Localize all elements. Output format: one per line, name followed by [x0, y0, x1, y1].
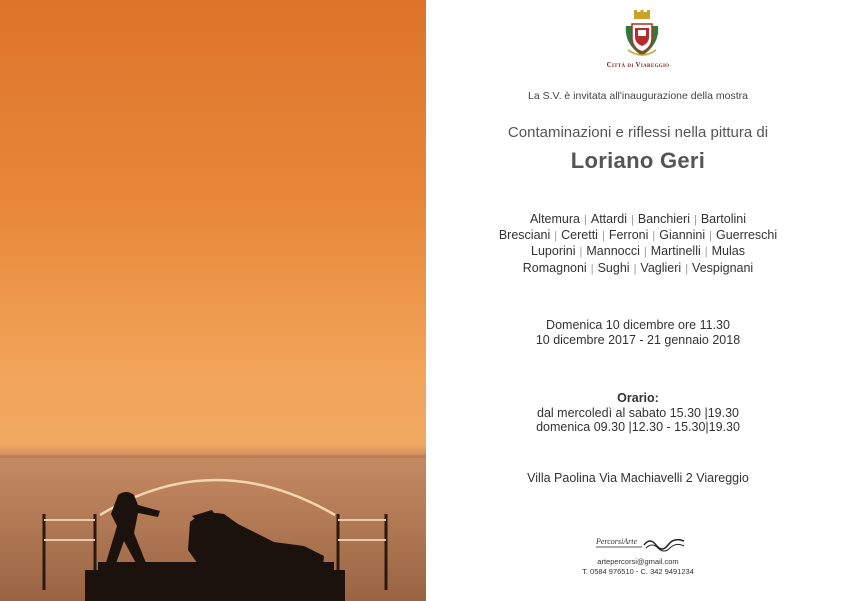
artists-row: [426, 261, 850, 277]
artist-separator: |: [579, 246, 583, 259]
artist-name: Vaglieri: [640, 260, 682, 275]
invitation-panel: [426, 0, 850, 601]
logo-text: PercorsiArte: [596, 537, 638, 546]
artists-row: [426, 244, 850, 260]
artist-name: Mulas: [711, 244, 745, 259]
artist-separator: |: [704, 246, 708, 259]
artist-separator: |: [693, 214, 697, 226]
artist-separator: |: [631, 214, 634, 226]
artist-separator: |: [584, 214, 587, 226]
featured-artist: Loriano Geri: [570, 148, 706, 173]
hours-sunday: domenica 09.30 |12.30 - 15.30|19.30: [536, 420, 740, 434]
contacts: [426, 557, 850, 577]
inauguration-date: Domenica 10 dicembre ore 11.30: [546, 318, 730, 332]
artist-separator: |: [590, 262, 594, 275]
artist-name: Vespignani: [692, 260, 754, 275]
artists-row: [426, 212, 850, 228]
artist-separator: |: [685, 262, 689, 275]
artist-name: Mannocci: [586, 244, 640, 259]
percorsiarte-logo-icon: [594, 533, 686, 553]
city-crest-icon: [622, 10, 662, 62]
artist-name: Martinelli: [650, 244, 701, 259]
contact-phones: T. 0584 976510 - C. 342 9491234: [582, 567, 694, 576]
artist-name: Ceretti: [561, 228, 598, 243]
artist-name: Sughi: [597, 260, 630, 275]
artist-name: Bartolini: [700, 212, 747, 226]
artist-separator: |: [709, 230, 712, 243]
invitation-text: La S.V. è invitata all'inaugurazione della mostra: [528, 90, 748, 102]
venue-address: Villa Paolina Via Machiavelli 2 Viareggio: [527, 471, 749, 485]
artist-name: Altemura: [529, 212, 580, 226]
artist-separator: |: [643, 246, 647, 259]
artist-separator: |: [652, 230, 656, 243]
hours-label: Orario:: [617, 391, 659, 405]
artist-name: Attardi: [590, 212, 627, 226]
city-name: Città di Viareggio: [606, 61, 670, 69]
artist-name: Romagnoni: [522, 260, 587, 275]
artist-name: Luporini: [531, 244, 576, 259]
artists-list: [426, 212, 850, 277]
artist-name: Ferroni: [608, 228, 649, 243]
artist-separator: |: [633, 262, 637, 275]
exhibition-subtitle: Contaminazioni e riflessi nella pittura di: [507, 124, 769, 141]
artists-row: [426, 228, 850, 244]
opening-hours: [426, 391, 850, 435]
exhibition-period: 10 dicembre 2017 - 21 gennaio 2018: [535, 332, 741, 347]
artist-name: Bresciani: [498, 228, 551, 243]
artist-name: Banchieri: [637, 212, 690, 226]
exhibition-dates: [426, 318, 850, 347]
artist-separator: |: [601, 230, 605, 243]
hours-weekdays: dal mercoledì al sabato 15.30 |19.30: [537, 405, 739, 420]
artist-name: Guerreschi: [716, 228, 778, 243]
artist-separator: |: [554, 230, 558, 243]
artist-name: Giannini: [659, 228, 706, 243]
contact-email: artepercorsi@gmail.com: [597, 557, 679, 566]
